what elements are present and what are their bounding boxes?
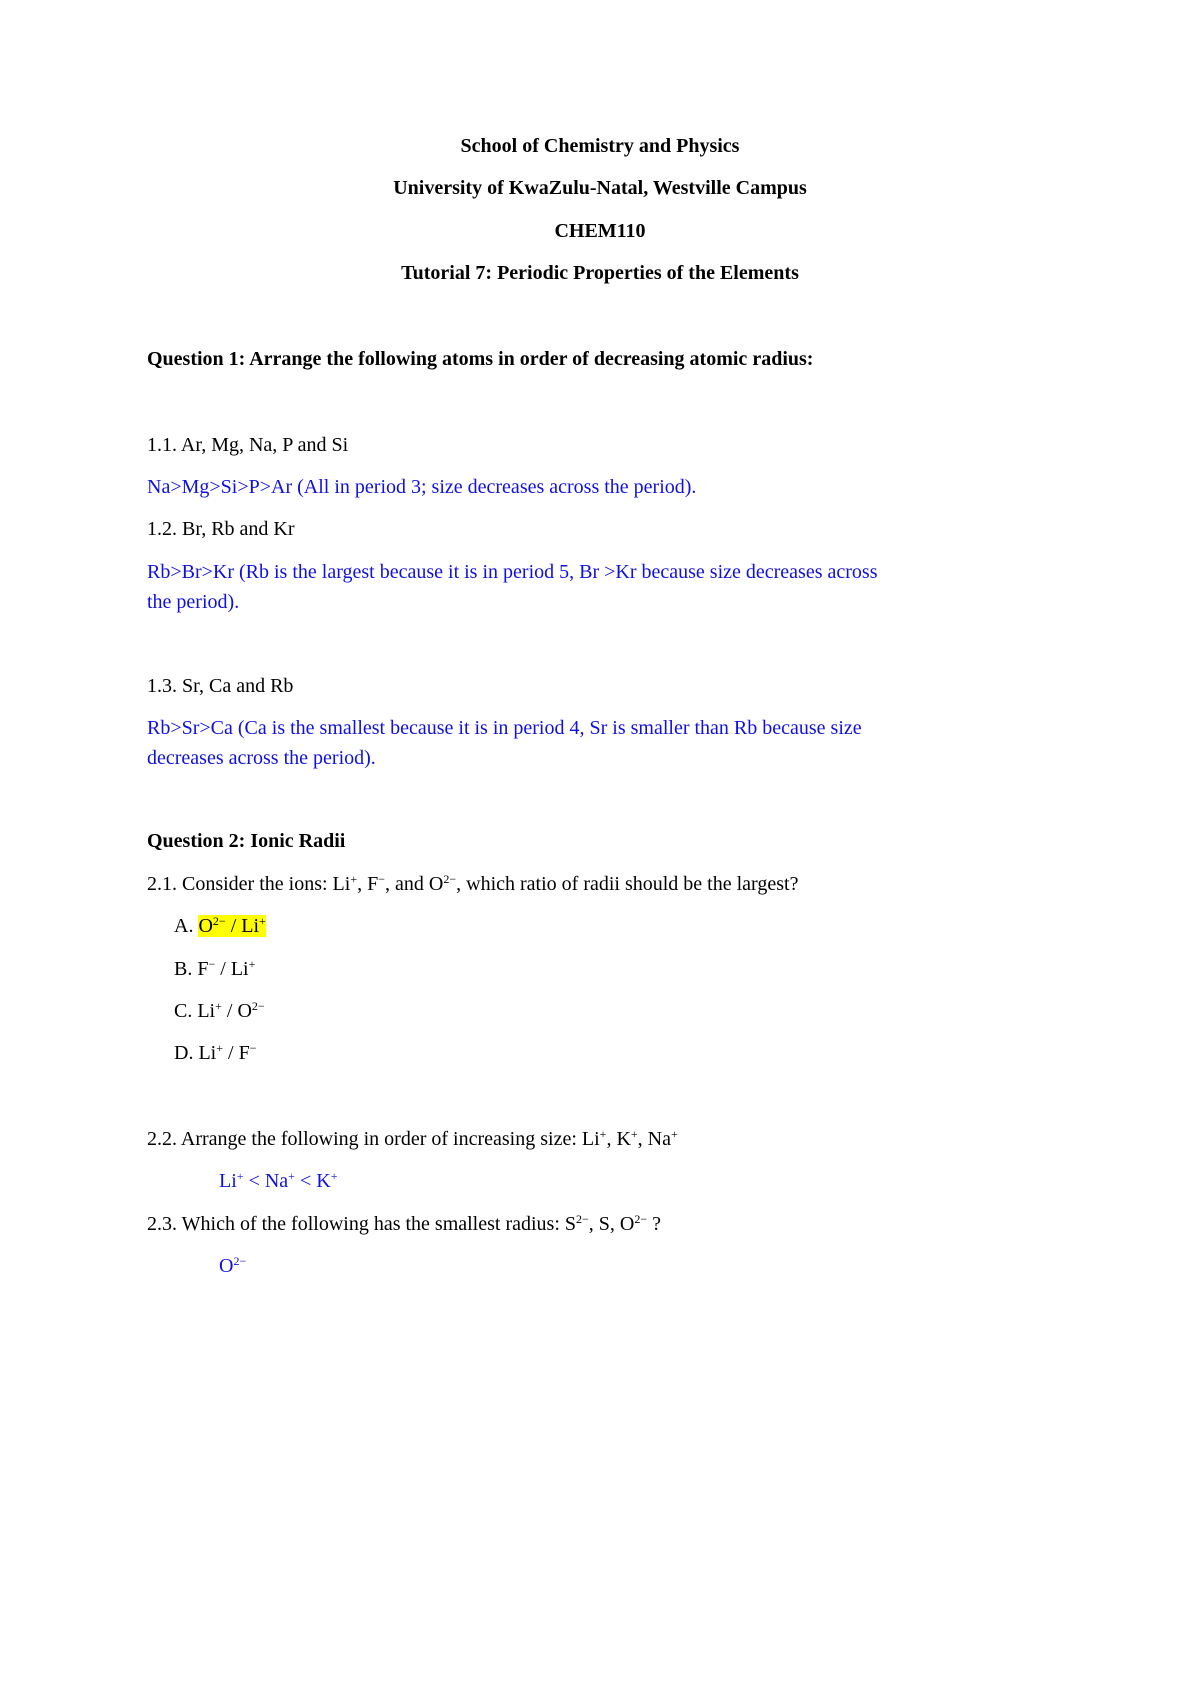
answer-1-3-line2: decreases across the period). xyxy=(147,747,376,769)
option-c: C. $Li^+ / O^{2-}$ xyxy=(174,999,265,1022)
university-name: University of KwaZulu-Natal, Westville Campus xyxy=(393,177,807,199)
answer-2-3: $O^{2-}$ xyxy=(219,1254,247,1277)
question-2-3: 2.3. Which of the following has the smallest radius: $S^{2-}$, S, $O^{2-}$ ? xyxy=(147,1212,662,1235)
school-name: School of Chemistry and Physics xyxy=(460,135,740,157)
question-1-3: 1.3. Sr, Ca and Rb xyxy=(147,675,294,697)
question-2-1: 2.1. Consider the ions: Li+, F−, and $O^{2-}$, which ratio of radii should be the largest? xyxy=(147,872,799,895)
answer-1-3-line1: Rb>Sr>Ca (Ca is the smallest because it is in period 4, Sr is smaller than Rb because size xyxy=(147,717,862,739)
answer-2-2: Li+ < Na+ < K+ xyxy=(219,1169,338,1192)
highlighted-answer: $O^{2-} / Li^+$ xyxy=(198,914,266,937)
question-2-heading: Question 2: Ionic Radii xyxy=(147,830,346,852)
question-2-2: 2.2. Arrange the following in order of increasing size: Li+, K+, Na+ xyxy=(147,1127,678,1150)
answer-1-1: Na>Mg>Si>P>Ar (All in period 3; size decreases across the period). xyxy=(147,476,697,498)
option-a: A. $O^{2-} / Li^+$ xyxy=(174,914,266,937)
question-1-1: 1.1. Ar, Mg, Na, P and Si xyxy=(147,434,349,456)
course-code: CHEM110 xyxy=(554,220,646,242)
question-1-heading: Question 1: Arrange the following atoms in order of decreasing atomic radius: xyxy=(147,348,814,370)
answer-1-2-line1: Rb>Br>Kr (Rb is the largest because it is in period 5, Br >Kr because size decreases across xyxy=(147,561,878,583)
question-1-2: 1.2. Br, Rb and Kr xyxy=(147,518,295,540)
option-b: B. F− / Li+ xyxy=(174,957,256,980)
tutorial-title: Tutorial 7: Periodic Properties of the Elements xyxy=(401,262,799,284)
answer-1-2-line2: the period). xyxy=(147,591,240,613)
option-d: D. Li+ / F− xyxy=(174,1041,257,1064)
